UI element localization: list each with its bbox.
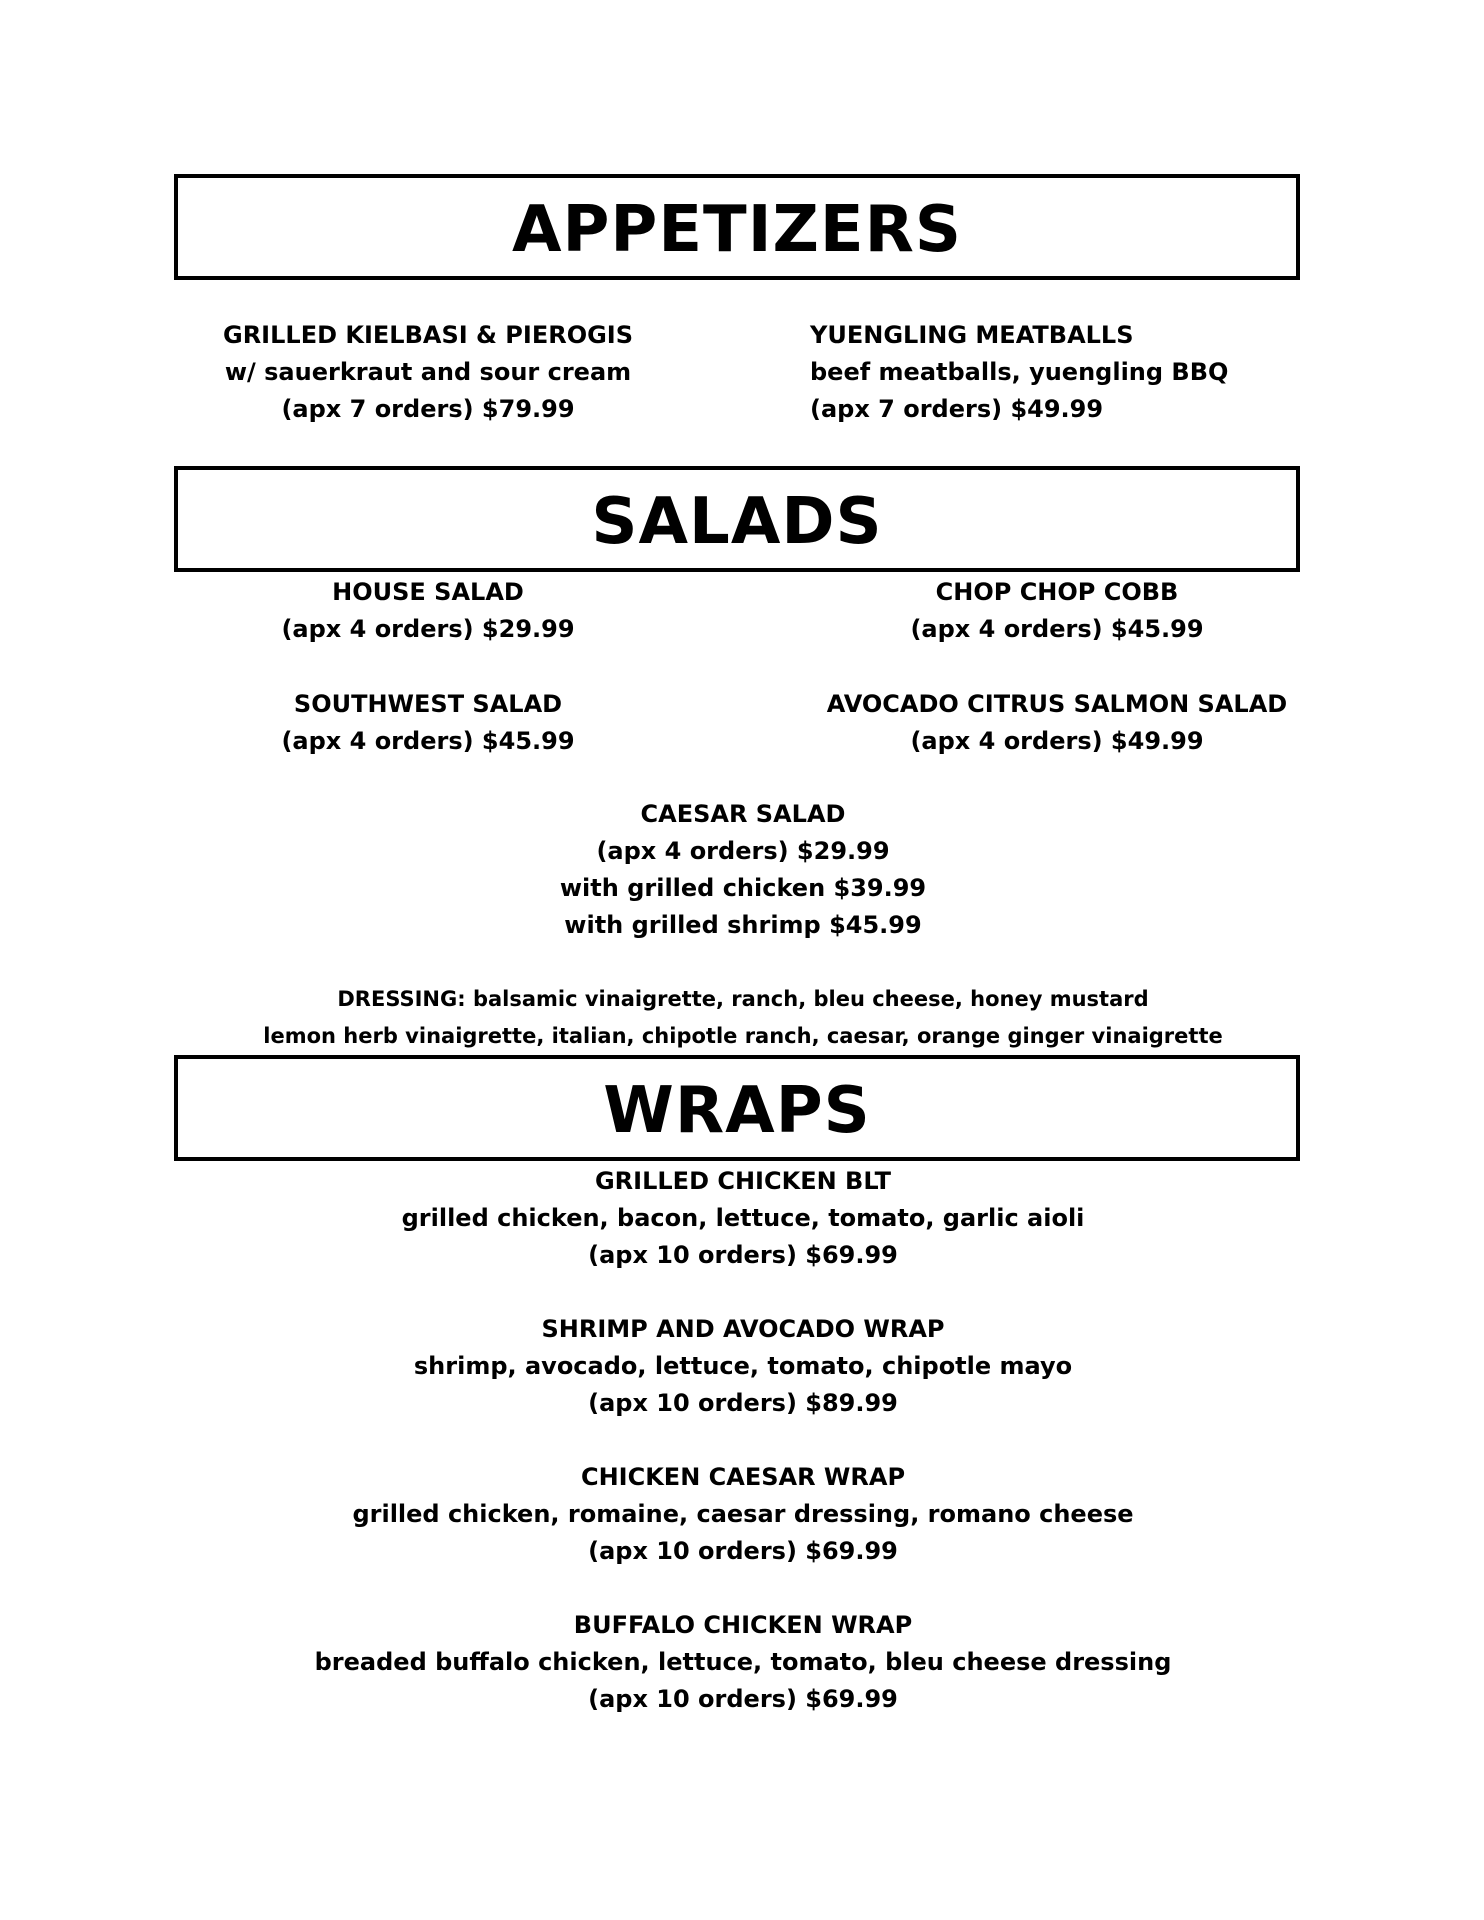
caesar-wrap-desc: grilled chicken, romaine, caesar dressing, romano cheese [352,1500,1134,1528]
cobb-salad-price: (apx 4 orders) $45.99 [910,615,1204,643]
buffalo-wrap-desc: breaded buffalo chicken, lettuce, tomato, bleu cheese dressing [314,1648,1172,1676]
buffalo-wrap-name: BUFFALO CHICKEN WRAP [573,1611,913,1639]
kielbasi-price: (apx 7 orders) $79.99 [281,395,575,423]
house-salad-price: (apx 4 orders) $29.99 [281,615,575,643]
dressing-line-2: lemon herb vinaigrette, italian, chipotle ranch, caesar, orange ginger vinaigrette [263,1024,1223,1048]
salmon-salad-price: (apx 4 orders) $49.99 [910,727,1204,755]
house-salad-name: HOUSE SALAD [332,578,524,606]
caesar-shrimp-price: with grilled shrimp $45.99 [564,911,922,939]
blt-wrap-desc: grilled chicken, bacon, lettuce, tomato, garlic aioli [401,1204,1085,1232]
wraps-header-box [174,1055,1300,1161]
appetizers-title: APPETIZERS [511,193,963,267]
caesar-wrap-price: (apx 10 orders) $69.99 [588,1537,898,1565]
wraps-title: WRAPS [603,1074,871,1148]
meatballs-desc: beef meatballs, yuengling BBQ [810,358,1229,386]
appetizers-header-box [174,174,1300,280]
blt-wrap-price: (apx 10 orders) $69.99 [588,1241,898,1269]
buffalo-wrap-price: (apx 10 orders) $69.99 [588,1685,898,1713]
blt-wrap-name: GRILLED CHICKEN BLT [594,1167,892,1195]
southwest-salad-name: SOUTHWEST SALAD [293,690,563,718]
shrimp-wrap-desc: shrimp, avocado, lettuce, tomato, chipotle mayo [413,1352,1073,1380]
meatballs-price: (apx 7 orders) $49.99 [810,395,1104,423]
caesar-salad-price: (apx 4 orders) $29.99 [596,837,890,865]
shrimp-wrap-price: (apx 10 orders) $89.99 [588,1389,898,1417]
cobb-salad-name: CHOP CHOP COBB [935,578,1179,606]
southwest-salad-price: (apx 4 orders) $45.99 [281,727,575,755]
caesar-wrap-name: CHICKEN CAESAR WRAP [580,1463,906,1491]
salads-header-box [174,466,1300,572]
dressing-line-1: DRESSING: balsamic vinaigrette, ranch, bleu cheese, honey mustard [337,987,1149,1011]
kielbasi-desc: w/ sauerkraut and sour cream [224,358,632,386]
salads-title: SALADS [591,485,883,559]
kielbasi-name: GRILLED KIELBASI & PIEROGIS [222,321,634,349]
salmon-salad-name: AVOCADO CITRUS SALMON SALAD [826,690,1288,718]
caesar-chicken-price: with grilled chicken $39.99 [559,874,927,902]
caesar-salad-name: CAESAR SALAD [640,800,846,828]
meatballs-name: YUENGLING MEATBALLS [810,321,1134,349]
shrimp-wrap-name: SHRIMP AND AVOCADO WRAP [541,1315,945,1343]
